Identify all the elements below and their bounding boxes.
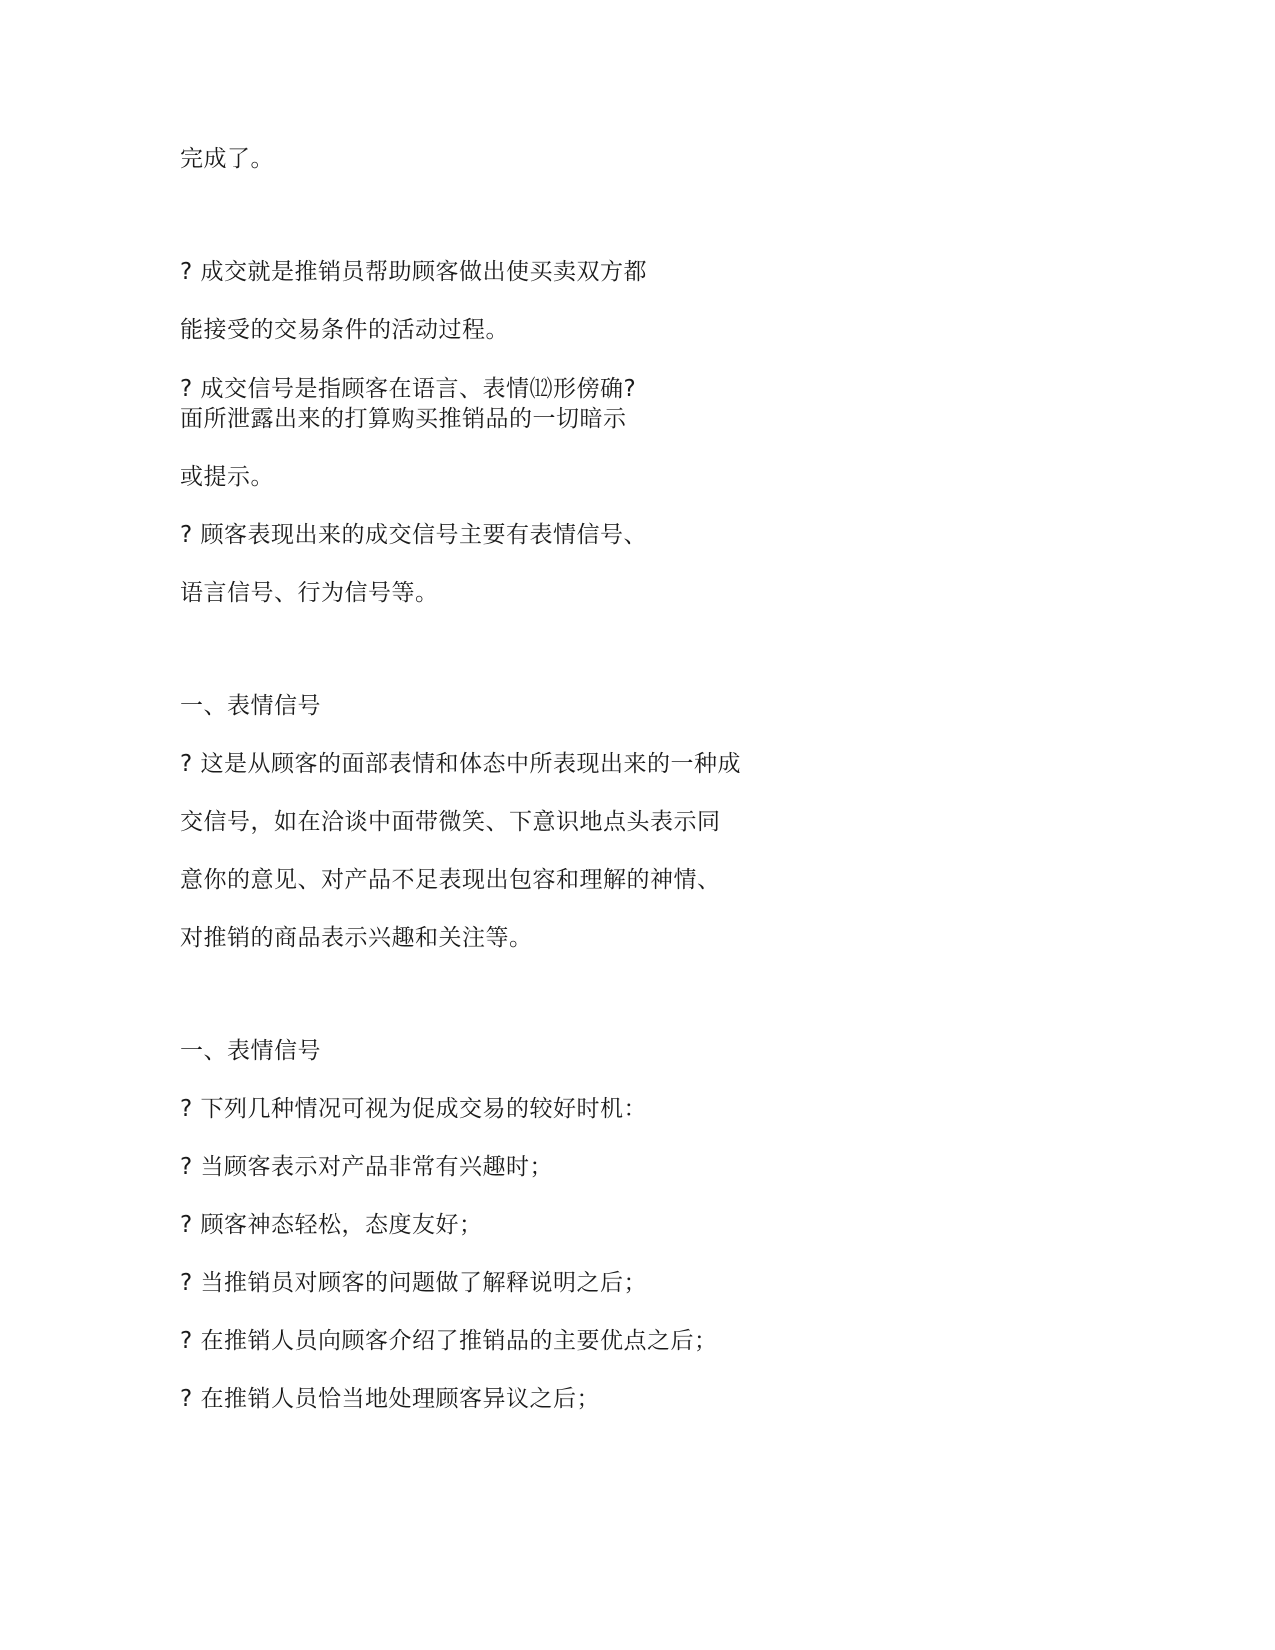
- bullet-line: ? 成交信号是指顾客在语言、表情⑿形傍确?: [180, 376, 637, 402]
- bullet-line: ? 当顾客表示对产品非常有兴趣时；: [180, 1154, 554, 1180]
- section-heading: 一、表情信号: [180, 1038, 321, 1064]
- text-line: 能接受的交易条件的活动过程。: [180, 317, 509, 343]
- text-line: 完成了。: [180, 146, 274, 172]
- text-line: 对推销的商品表示兴趣和关注等。: [180, 925, 533, 951]
- text-line: 意你的意见、对产品不足表现出包容和理解的神情、: [180, 867, 721, 893]
- bullet-line: ? 下列几种情况可视为促成交易的较好时机：: [180, 1096, 648, 1122]
- bullet-line: ? 顾客神态轻松，态度友好；: [180, 1212, 483, 1238]
- bullet-line: ? 顾客表现出来的成交信号主要有表情信号、: [180, 522, 648, 548]
- text-line: 交信号，如在洽谈中面带微笑、下意识地点头表示同: [180, 809, 721, 835]
- text-line: 语言信号、行为信号等。: [180, 580, 439, 606]
- text-line: 或提示。: [180, 464, 274, 490]
- bullet-line: ? 在推销人员向顾客介绍了推销品的主要优点之后；: [180, 1328, 718, 1354]
- bullet-line: ? 成交就是推销员帮助顾客做出使买卖双方都: [180, 259, 648, 285]
- section-heading: 一、表情信号: [180, 693, 321, 719]
- bullet-line: ? 在推销人员恰当地处理顾客异议之后；: [180, 1386, 601, 1412]
- bullet-line: ? 这是从顾客的面部表情和体态中所表现出来的一种成: [180, 751, 742, 777]
- text-line: 面所泄露出来的打算购买推销品的一切暗示: [180, 406, 627, 432]
- bullet-line: ? 当推销员对顾客的问题做了解释说明之后；: [180, 1270, 648, 1296]
